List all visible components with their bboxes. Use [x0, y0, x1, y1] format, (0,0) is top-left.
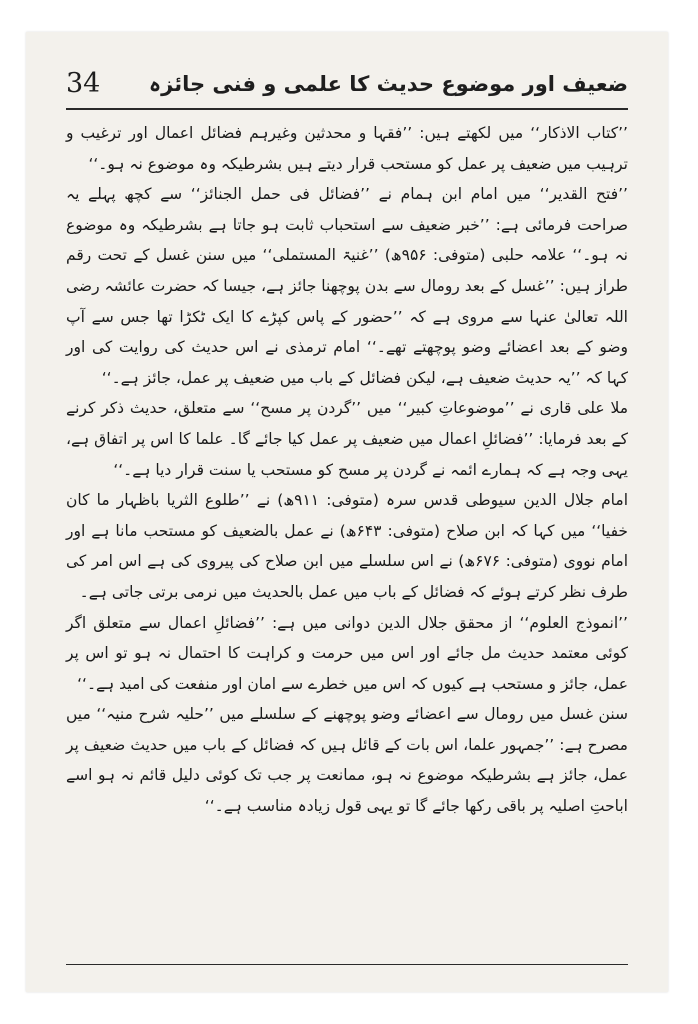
page-header	[66, 60, 628, 108]
paragraph-sunan-ghusl: سنن غسل میں رومال سے اعضائے وضو پوچھنے کے سلسلے میں ’’حلیہ شرح منیہ‘‘ میں مصرح ہے: ’’جمہور علما، اس بات کے قائل ہیں کہ فضائل کے باب میں حدیث ضعیف پر عمل، جائز ہے بشرطیکہ موضوع نہ ہو، ممانعت پر جب تک کوئی دلیل قائم نہ ہو اسے اباحتِ اصلیہ پر باقی رکھا جائے گا تو یہی قول زیادہ مناسب ہے۔‘‘	[66, 705, 628, 816]
footer-divider	[66, 964, 628, 965]
paragraph-kitab-al-adhkar: ’’کتاب الاذکار‘‘ میں لکھتے ہیں: ’’فقہا و محدثین وغیرہم فضائل اعمال اور ترغیب و ترہیب میں ضعیف پر عمل کو مستحب قرار دیتے ہیں بشرطیکہ وہ موضوع نہ ہو۔‘‘	[66, 124, 628, 173]
paragraph-mulla-ali-qari: ملا علی قاری نے ’’موضوعاتِ کبیر‘‘ میں ’’گردن پر مسح‘‘ سے متعلق، حدیث ذکر کرنے کے بعد فرمایا: ’’فضائلِ اعمال میں ضعیف پر عمل کیا جائے گا۔ علما کا اس پر اتفاق ہے، یہی وجہ ہے کہ ہمارے ائمہ نے گردن پر مسح کو مستحب یا سنت قرار دیا ہے۔‘‘	[66, 399, 628, 479]
paragraph-unmuzaj-al-uloom: ’’انموذج العلوم‘‘ از محقق جلال الدین دوانی میں ہے: ’’فضائلِ اعمال سے متعلق اگر کوئی معتمد حدیث مل جائے اور اس میں حرمت و کراہت کا احتمال نہ ہو تو اس پر عمل، جائز و مستحب ہے کیوں کہ اس میں خطرے سے امان اور منفعت کی امید ہے۔‘‘	[66, 613, 628, 693]
paragraph-imam-suyuti: امام جلال الدین سیوطی قدس سرہ (متوفی: ۹۱۱ھ) نے ’’طلوع الثریا باظہار ما کان خفیا‘‘ میں کہا کہ ابن صلاح (متوفی: ۶۴۳ھ) نے عمل بالضعیف کو مستحب مانا ہے اور امام نووی (متوفی: ۶۷۶ھ) نے اس سلسلے میں ابن صلاح کی پیروی کی ہے اس امر کی طرف نظر کرتے ہوئے کہ فضائل کے باب میں عمل بالحدیث میں نرمی برتی جاتی ہے۔	[66, 491, 629, 601]
book-page	[26, 32, 668, 992]
running-title: ضعیف اور موضوع حدیث کا علمی و فنی جائزہ	[148, 72, 628, 96]
header-divider	[66, 108, 628, 110]
page-number: 34	[66, 68, 101, 99]
paragraph-fath-al-qadeer: ’’فتح القدیر‘‘ میں امام ابن ہمام نے ’’فضائل فی حمل الجنائز‘‘ سے کچھ پہلے یہ صراحت فرمائی ہے: ’’خبر ضعیف سے استحباب ثابت ہو جاتا ہے بشرطیکہ وہ موضوع نہ ہو۔‘‘ علامہ حلبی (متوفی: ۹۵۶ھ) ’’غنیۃ المستملی‘‘ میں سنن غسل کے تحت رقم طراز ہیں: ’’غسل کے بعد رومال سے بدن پوچھنا جائز ہے، جیسا کہ حضرت عائشہ رضی اللہ تعالیٰ عنہا سے مروی ہے کہ ’’حضور کے پاس کپڑے کا ایک ٹکڑا تھا جس سے آپ وضو کے بعد اعضائے وضو پوچھتے تھے۔‘‘ امام ترمذی نے اس حدیث کی روایت کی اور کہا کہ ’’یہ حدیث ضعیف ہے، لیکن فضائل کے باب میں ضعیف پر عمل، جائز ہے۔‘‘	[66, 185, 628, 387]
page-body	[66, 118, 628, 822]
